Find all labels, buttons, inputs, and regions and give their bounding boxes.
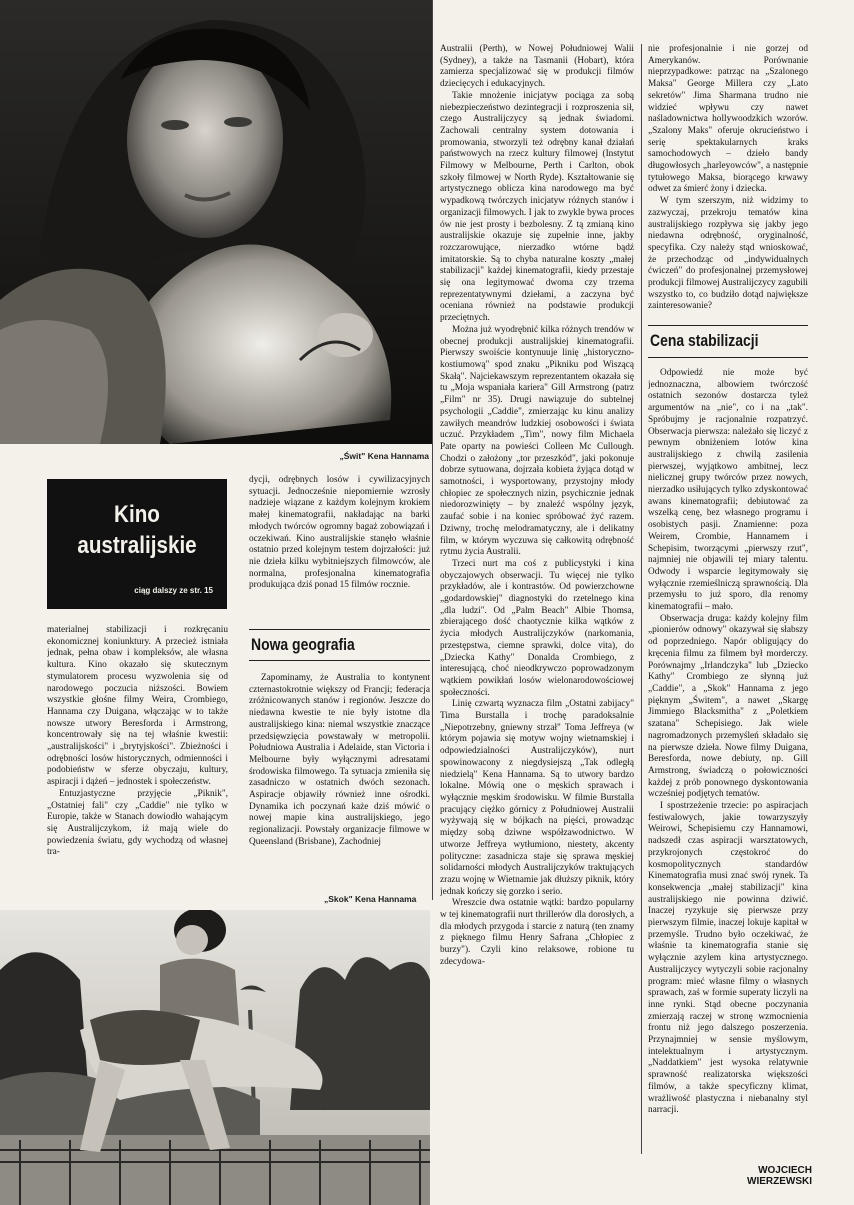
- photo-skok: [0, 910, 430, 1205]
- heading-cena-stabilizacji: Cena stabilizacji: [650, 331, 759, 350]
- paragraph: Zapominamy, że Australia to kontynent czternastokrotnie większy od Francji; federacja zróżnicowanych stanów i regionów. Jeszcze do niedawna kwestie te nie były istotne dla australijskiego kina: niemal wszystkie znaczące przedsięwzięcia powstawały w metropolii. Południowa Australia i Adelaide, stan Victoria i Melbourne były wyłącznymi adresatami środowiska filmowego. Ta sytuacja zmieniła się zasadniczo w ostatnich dwóch sezonach. Aspiracje objawiły również inne ośrodki. Dynamika ich poczynań każe dziś mówić o nowej mapie kina australijskiego, jego regionalizacji. Powstały organizacje filmowe w Queensland (Brisbane), Zachodniej: [249, 673, 430, 847]
- article-title-box: [47, 479, 227, 609]
- heading-nowa-geografia: Nowa geografia: [251, 635, 355, 654]
- column-2-bottom-text: [249, 673, 430, 883]
- column-2-top-text: [249, 475, 430, 623]
- column-divider: [432, 0, 433, 900]
- heading-rule-top: [648, 325, 808, 326]
- paragraph: Obserwacja druga: każdy kolejny film „pionierów odnowy" okazywał się słabszy od poprzedniego. Napór obligujący do kręcenia filmu za filmem był morderczy. Porównajmy „Irlandczyka" lub „Dziecko Kathy" Crombiego ze słynną już „Caddie", a „Skok" Hannama z jego pięknym „Świtem", a nawet „Skargę Jimmiego Blacksmitha" z „Poletkiem szatana" Schepisiego. Jak wiele nagromadzonych przemyśleń składało się na pierwsze dzieła. Nowe filmy Duigana, Beresforda, nowe debiuty, np. Gill Armstrong, świadczą o połowiczności każdej z prób ponownego dyskontowania wcześniej podjętych tematów.: [648, 613, 808, 800]
- article-title-line2: australijskie: [77, 532, 197, 559]
- paragraph: I spostrzeżenie trzecie: po aspiracjach festiwalowych, jakie towarzyszyły Weirowi, Schepisiemu czy Hannamowi, nadszedł czas aspiracji warsztatowych, przykrojonych częstokroć do kosmopolitycznych standardów Kinematografia musi znać swój rynek. Ta konsekwencja „małej stabilizacji" kina australijskiego nie powinna dziwić. Inaczej ryzykuje się pierwsze przy pierwszym filmie, inaczej lokuje kapitał w przemyśle. Trudno było oczekiwać, że właśnie ta kinematografia stanie się wyłącznie azylem kina artystycznego. Australijczycy wytyczyli sobie racjonalny program: mieć własne filmy o własnych sprawach, zaś w formie superaty liczyli na inne rynki. Stąd obecne poczynania zmierzają raczej w stronę wzmocnienia frontu niż jego dalszego poszerzenia. Przynajmniej w sensie myślowym, intelektualnym i artystycznym. „Naddatkiem" jest wysoka relatywnie sprawność realizatorska większości filmów, a także specyficzny klimat, wrażliwość plastyczna i niebanalny styl narracji.: [648, 801, 808, 1116]
- paragraph: dycji, odrębnych losów i cywilizacyjnych sytuacji. Jednocześnie niepomiernie wzrosły nadzieje wiązane z każdym kolejnym krokiem małej kinematografii, nakładając na barki młodych twórców ogromny bagaż zobowiązań i oczekiwań. Kino australijskie stanęło właśnie ostatnio przed kolejnym testem dojrzałości: już nie dzieła kilku wybitniejszych filmowców, ale normalna, profesjonalna kinematografia produkująca dziś ponad 15 filmów rocznie.: [249, 475, 430, 591]
- photo-caption: „Świt" Kena Hannama: [339, 451, 429, 461]
- continued-note: ciąg dalszy ze str. 15: [134, 586, 213, 595]
- author-signature: [747, 1165, 812, 1187]
- column-1-text: [47, 625, 228, 880]
- paragraph: materialnej stabilizacji i rozkręcaniu ekonomicznej koniunktury. A przecież istniała jednak, pełna obaw i kompleksów, ale własna kultura. Kino okazało się skutecznym stymulatorem procesu wyzwolenia się od narodowego poczucia niższości. Bowiem wszystkie głośne filmy Weira, Crombiego, Hannama czy Duigana, włączając w to także nowsze utwory Beresforda i Armstrong, koncentrowały się na tej właśnie kwestii: „australijskości" i „brytyjskości". Zbieżności i odrębności losów historycznych, odmienności i podobieństw w sferze obyczaju, kultury, aspiracji i dążeń – jednostek i społeczeństw.: [47, 625, 228, 788]
- column-4-top-text: [648, 44, 808, 319]
- column-4-bottom-text: [648, 368, 808, 1153]
- article-title-line1: Kino: [114, 501, 160, 528]
- paragraph: Można już wyodrębnić kilka różnych trendów w obecnej produkcji australijskiej kinematografii. Pierwszy swoiście kontynuuje linię „historyczno-kostiumową" spod znaku „Pikniku pod Wiszącą Skałą". Najciekawszym reprezentantem okazała się tu „Moja wspaniała kariera" Gill Armstrong (patrz „Film" nr 35). Drugi nawiązuje do subtelnej psychologii „Caddie", zmierzając ku kinu analizy zawiłych meandrów ludzkiej osobowości i świata uczuć. Przykładem „Tim", nowy film Michaela Pate oparty na powieści Colleen Mc Cullough. Chodzi o założony „tor przeszkód", jaki pokonuje dobrze sytuowana, dojrzała kobieta żyjąca dotąd w samotności, i wysportowany, przystojny młody chłopiec ze społecznych nizin, psychicznie jednak niedorozwinięty – by znaleźć wspólny język, zaufać sobie i na koniec spróbować żyć razem. Dziwny, trochę melodramatyczny, ale i delikatny film, w którym wyczuwa się całkowitą odrębność rytmu życia Australii.: [440, 324, 634, 558]
- column-3-text: [440, 44, 634, 1204]
- heading-rule-bottom: [648, 357, 808, 358]
- author-last-name: WIERZEWSKI: [747, 1176, 812, 1187]
- author-first-name: WOJCIECH: [758, 1165, 812, 1176]
- paragraph: Takie mnożenie inicjatyw pociąga za sobą niebezpieczeństwo dezintegracji i rozproszenia sił, czego Australijczycy są jednak świadomi. Zachowali centralny system dotowania i promowania, stworzyli też odrębny kanał działań państwowych na rzecz kultury filmowej (Instytut Filmowy w Melbourne, Perth i Carlton, obok szkoły filmowej w North Ryde). Kształtowanie się artystycznego oblicza kina narodowego ma być wypadkową twórczych inicjatyw różnych stanów i organizacji filmowych. I jak to zwykle bywa proces ów nie jest prosty i bezbolesny. Z tą zmianą kino australijskie okazuje się zupełnie inne, jakby rozczarowujące, nierzadko wtórne bądź imitatorskie. Są to chyba naturalne koszty „małej stabilizacji" każdej kinematografii, kiedy przestaje się ona legitymować dwoma czy trzema reprezentatywnymi dziełami, a zaczyna być oceniana również na podstawie produkcji przeciętnych.: [440, 90, 634, 324]
- paragraph: Odpowiedź nie może być jednoznaczna, albowiem twórczość ostatnich sezonów dostarcza tyleż argumentów na „nie", co i na „tak". Spróbujmy je racjonalnie rozpatrzyć. Obserwacja pierwsza: należało się liczyć z pewnym obniżeniem lotów kina australijskiego z chwilą zasilenia pierwszej, wyjątkowo ambitnej, lecz nielicznej grupy twórców przez nowych, nierzadko usiłujących tylko zdyskontować awans kinematografii; debiutować za wszelką cenę, bez własnego programu i osobistych pasji. Znamienne: poza Weirem, Crombie, Hannamem i Schepisim, tworzącymi „pierwszy rzut", najmniej nie objawili tej miary talentu. Odwody i wsparcie legitymowały się wyłącznie rzemieślniczą sprawnością. Dla przemysłu to już sporo, dla renomy kinematografii – mało.: [648, 368, 808, 613]
- photo-swit: [0, 0, 432, 444]
- heading-rule-bottom: [249, 660, 430, 661]
- paragraph: Australii (Perth), w Nowej Południowej Walii (Sydney), a także na Tasmanii (Hobart), która zamierza specjalizować się w produkcji filmów dziecięcych i edukacyjnych.: [440, 44, 634, 90]
- paragraph: W tym szerszym, niż widzimy to zazwyczaj, przekroju tematów kina australijskiego rozpływa się jakby jego niedawna odrębność, oryginalność, specyfika. Czy należy stąd wnioskować, że przechodząc od „indywidualnych ćwiczeń" do profesjonalnej przemysłowej produkcji filmowej Australijczycy zagubili wszystko to, co budziło dotąd największe zainteresowanie?: [648, 196, 808, 312]
- column-divider: [641, 44, 642, 1154]
- photo-caption: „Skok" Kena Hannama: [324, 894, 417, 904]
- heading-rule-top: [249, 629, 430, 630]
- paragraph: Wreszcie dwa ostatnie wątki: bardzo popularny w tej kinematografii nurt thrillerów dla dorosłych, a dla młodych przygoda i starcie z naturą (ten znamy z pięknego filmu Henry Safrana „Chłopiec z burzy"). Czyli kino relaksowe, robione tu zdecydowa-: [440, 898, 634, 967]
- paragraph: Linię czwartą wyznacza film „Ostatni zabijacy" Tima Burstalla i trochę paradoksalnie „Niepotrzebny, gniewny strzał" Toma Jeffreya (w którym pojawia się motyw wojny wietnamskiej i odpowiedzialności Australijczyków), nurt spowinowacony z niegdysiejszą „Tak odległą niedzielą" Kena Hannama. Są to utwory bardzo lokalne. Mówią one o męskich sprawach i wyłącznie męskim środowisku. W filmie Burstalla pracujący ciężko górnicy z Południowej Australii wyżywają się w bójkach na pięści, prowadząc między sobą dziwne współzawodnictwo. W utworze Jeffreya wytłumiono, niestety, akcenty polityczne: zasadnicza staje się sprawa męskiej solidarności młodych Australijczyków traktujących zrazu wojnę w Wietnamie jak dłuższy piknik, który jednak kończy się gorzko i serio.: [440, 699, 634, 897]
- paragraph: Trzeci nurt ma coś z publicystyki i kina obyczajowych obserwacji. Tu więcej nie tylko przykładów, ale i kontrastów. Od powierzchowne „godardowskiej" diagnostyki do rzetelnego kina „dla ludzi". Od „Palm Beach" Albie Thomsa, zbierającego dość chaotycznie kilka wątków z życia młodych Australijczyków (narkomania, przestępstwa, ciemne sprawki, dolce vita), do „Dziecka Kathy" Donalda Crombiego, z interesującą, choć nieodkrywczo poprowadzonym wątkiem powikłań losów wielonarodowościowej społeczności.: [440, 558, 634, 698]
- paragraph: Entuzjastyczne przyjęcie „Piknik", „Ostatniej fali" czy „Caddie" nie tylko w Europie, także w Stanach dowiodło wahającym się Australijczykom, iż mają wiele do powiedzenia światu, gdy wychodzą od własnej tra-: [47, 788, 228, 858]
- paragraph: nie profesjonalnie i nie gorzej od Amerykanów. Porównanie nieprzypadkowe: patrząc na „Szalonego Maksa" George Millera czy „Lato sekretów" Jima Sharmana trudno nie widzieć wpływu czy nawet naśladownictwa hollywoodzkich wzorów. „Szalony Maks" oferuje okrucieństwo i serię spektakularnych kraks samochodowych – dzieło bandy długowłosych „harleyowców", a następnie tytułowego Maksa, biorącego krwawy odwet za śmierć żony i dziecka.: [648, 44, 808, 195]
